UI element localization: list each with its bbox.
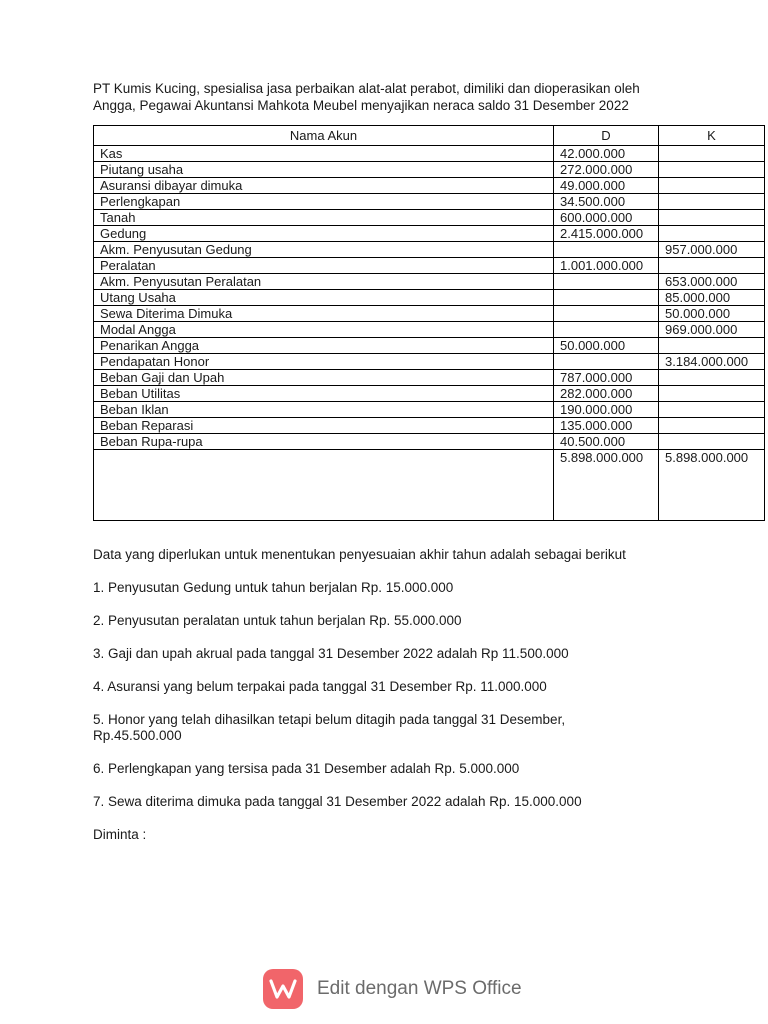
debit-value	[554, 322, 659, 338]
account-name: Perlengkapan	[94, 194, 554, 210]
debit-value: 600.000.000	[554, 210, 659, 226]
account-name: Beban Iklan	[94, 402, 554, 418]
account-name: Kas	[94, 146, 554, 162]
total-debit: 5.898.000.000	[554, 450, 659, 521]
total-row	[94, 450, 765, 521]
account-name: Beban Reparasi	[94, 418, 554, 434]
table-row	[94, 162, 765, 178]
note-item-1: 1. Penyusutan Gedung untuk tahun berjalan Rp. 15.000.000	[93, 580, 454, 595]
debit-value	[554, 274, 659, 290]
debit-value: 50.000.000	[554, 338, 659, 354]
debit-value: 272.000.000	[554, 162, 659, 178]
credit-value	[659, 418, 765, 434]
wps-edit-label[interactable]: Edit dengan WPS Office	[317, 978, 522, 999]
credit-value: 653.000.000	[659, 274, 765, 290]
credit-value	[659, 402, 765, 418]
intro-line-1: PT Kumis Kucing, spesialisa jasa perbaikan alat-alat perabot, dimiliki dan dioperasikan oleh	[93, 81, 640, 96]
credit-value: 957.000.000	[659, 242, 765, 258]
table-row	[94, 210, 765, 226]
credit-value	[659, 210, 765, 226]
account-name: Tanah	[94, 210, 554, 226]
note-item-4: 4. Asuransi yang belum terpakai pada tanggal 31 Desember Rp. 11.000.000	[93, 679, 547, 694]
table-row	[94, 194, 765, 210]
credit-value	[659, 338, 765, 354]
notes-closing: Diminta :	[93, 827, 147, 842]
debit-value: 40.500.000	[554, 434, 659, 450]
wps-logo-icon	[263, 969, 303, 1009]
credit-value: 3.184.000.000	[659, 354, 765, 370]
account-name: Akm. Penyusutan Peralatan	[94, 274, 554, 290]
wps-edit-banner[interactable]	[263, 968, 522, 1010]
note-item-6: 6. Perlengkapan yang tersisa pada 31 Desember adalah Rp. 5.000.000	[93, 761, 520, 776]
total-credit: 5.898.000.000	[659, 450, 765, 521]
table-row	[94, 370, 765, 386]
table-row	[94, 402, 765, 418]
debit-value: 1.001.000.000	[554, 258, 659, 274]
credit-value	[659, 434, 765, 450]
note-item-2: 2. Penyusutan peralatan untuk tahun berjalan Rp. 55.000.000	[93, 613, 462, 628]
total-label-cell	[94, 450, 554, 521]
credit-value: 969.000.000	[659, 322, 765, 338]
table-row	[94, 242, 765, 258]
table-row	[94, 434, 765, 450]
table-row	[94, 354, 765, 370]
note-item-5	[93, 712, 733, 744]
debit-value: 49.000.000	[554, 178, 659, 194]
account-name: Utang Usaha	[94, 290, 554, 306]
account-name: Beban Rupa-rupa	[94, 434, 554, 450]
account-name: Sewa Diterima Dimuka	[94, 306, 554, 322]
wps-logo-glyph	[269, 978, 297, 1000]
debit-value	[554, 354, 659, 370]
credit-value	[659, 194, 765, 210]
table-row	[94, 322, 765, 338]
note-item-5-line-2: Rp.45.500.000	[93, 728, 182, 743]
table-row	[94, 178, 765, 194]
trial-balance-table	[93, 125, 765, 521]
note-item-7: 7. Sewa diterima dimuka pada tanggal 31 Desember 2022 adalah Rp. 15.000.000	[93, 794, 582, 809]
account-name: Piutang usaha	[94, 162, 554, 178]
credit-value: 50.000.000	[659, 306, 765, 322]
credit-value	[659, 226, 765, 242]
debit-value	[554, 242, 659, 258]
header-credit: K	[659, 126, 765, 146]
note-item-5-line-1: 5. Honor yang telah dihasilkan tetapi belum ditagih pada tanggal 31 Desember,	[93, 712, 566, 727]
debit-value: 135.000.000	[554, 418, 659, 434]
account-name: Beban Gaji dan Upah	[94, 370, 554, 386]
debit-value: 787.000.000	[554, 370, 659, 386]
account-name: Pendapatan Honor	[94, 354, 554, 370]
debit-value: 190.000.000	[554, 402, 659, 418]
table-header-row	[94, 126, 765, 146]
table-row	[94, 306, 765, 322]
note-item-3: 3. Gaji dan upah akrual pada tanggal 31 Desember 2022 adalah Rp 11.500.000	[93, 646, 569, 661]
header-debit: D	[554, 126, 659, 146]
notes-lead: Data yang diperlukan untuk menentukan penyesuaian akhir tahun adalah sebagai berikut	[93, 547, 626, 562]
table-row	[94, 274, 765, 290]
debit-value	[554, 306, 659, 322]
table-row	[94, 226, 765, 242]
account-name: Peralatan	[94, 258, 554, 274]
credit-value	[659, 162, 765, 178]
debit-value: 2.415.000.000	[554, 226, 659, 242]
credit-value	[659, 258, 765, 274]
table-row	[94, 338, 765, 354]
table-body	[94, 146, 765, 521]
table-row	[94, 290, 765, 306]
account-name: Akm. Penyusutan Gedung	[94, 242, 554, 258]
debit-value: 282.000.000	[554, 386, 659, 402]
credit-value: 85.000.000	[659, 290, 765, 306]
credit-value	[659, 370, 765, 386]
account-name: Asuransi dibayar dimuka	[94, 178, 554, 194]
credit-value	[659, 178, 765, 194]
account-name: Gedung	[94, 226, 554, 242]
table-row	[94, 386, 765, 402]
account-name: Beban Utilitas	[94, 386, 554, 402]
credit-value	[659, 146, 765, 162]
adjustment-notes	[93, 547, 733, 843]
account-name: Modal Angga	[94, 322, 554, 338]
account-name: Penarikan Angga	[94, 338, 554, 354]
table-row	[94, 258, 765, 274]
debit-value: 34.500.000	[554, 194, 659, 210]
intro-paragraph	[93, 80, 733, 114]
table-row	[94, 418, 765, 434]
debit-value	[554, 290, 659, 306]
credit-value	[659, 386, 765, 402]
intro-line-2: Angga, Pegawai Akuntansi Mahkota Meubel menyajikan neraca saldo 31 Desember 2022	[93, 98, 629, 113]
header-account-name: Nama Akun	[94, 126, 554, 146]
debit-value: 42.000.000	[554, 146, 659, 162]
table-row	[94, 146, 765, 162]
